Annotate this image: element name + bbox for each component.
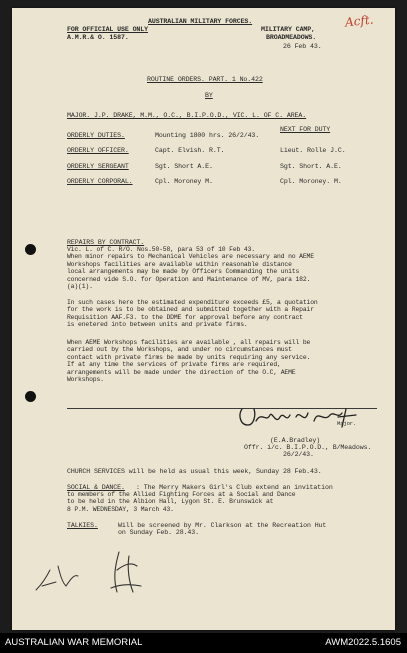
text-line: to be held in the Albion Hall, Lygon St. E. Brunswick at [67, 498, 274, 506]
text-line: Workshops. [67, 376, 104, 384]
repairs-paragraph-1 [67, 246, 314, 290]
text-line: 8 P.M. WEDNESDAY, 3 March 43. [67, 505, 174, 513]
talkies-line: on Sunday Feb. 28.43. [118, 529, 199, 536]
punch-hole [25, 391, 36, 402]
next-for-duty-label: NEXT FOR DUTY [280, 126, 331, 133]
text-line: When minor repairs to Mechanical Vehicles are necessary and no AEME [67, 253, 314, 261]
text-line: If at any time the services of private firms are required, [67, 361, 281, 369]
signatory-role: Offr. i/c. B.I.P.O.D., B/Meadows. [244, 444, 372, 451]
red-handwritten-stamp: Acft. [343, 12, 374, 30]
signature-date: 26/2/43. [283, 451, 314, 458]
repairs-paragraph-2 [67, 299, 318, 329]
document-date: 26 Feb 43. [283, 43, 322, 50]
duty-label-corporal: ORDERLY CORPORAL. [67, 178, 133, 185]
text-line: to members of the Allied Fighting Forces at a Social and Dance [67, 491, 296, 498]
text-line: Vic. L. of C. R/O. Nos.50-58, para 53 of 10 Feb 43. [67, 246, 255, 253]
text-line: local arrangements may be made by Officers Commanding the units [67, 268, 300, 276]
social-heading: SOCIAL & DANCE. [67, 484, 125, 491]
social-paragraph [67, 491, 295, 513]
church-services-notice: CHURCH SERVICES will be held as usual this week, Sunday 28 Feb.43. [67, 468, 322, 475]
text-line: for the work is to be obtained and submitted together with a Repair [67, 306, 314, 314]
text-line: (a)(1). [67, 283, 93, 291]
signature-rank: Major. [337, 420, 357, 427]
duty-next-corporal: Cpl. Moroney. M. [280, 178, 342, 185]
archive-footer [0, 633, 407, 653]
issuing-officer: MAJOR. J.P. DRAKE, M.M., O.C., B.I.P.O.D., VIC. L. OF C. AREA. [67, 112, 307, 119]
duty-next-sergeant: Sgt. Short. A.E. [280, 163, 342, 170]
routine-orders-title: ROUTINE ORDERS. PART. 1 No.422 [147, 76, 263, 83]
duty-current-sergeant: Sgt. Short A.E. [155, 163, 213, 170]
duty-current-corporal: Cpl. Moroney M. [155, 178, 213, 185]
punch-hole [25, 244, 36, 255]
duty-label-officer: ORDERLY OFFICER. [67, 147, 129, 154]
duty-current-officer: Capt. Elvish. R.T. [155, 147, 225, 154]
text-line: In such cases here the estimated expenditure exceeds £5, a quotation [67, 299, 318, 306]
duty-label-sergeant: ORDERLY SERGEANT [67, 163, 129, 170]
duty-next-officer: Lieut. Rolle J.C. [280, 147, 346, 154]
by-label: BY [205, 92, 213, 99]
text-line: Requisition AAF.F3. to the DDME for approval before any contract [67, 313, 303, 321]
duty-current-duties: Mounting 1800 hrs. 26/2/43. [155, 132, 260, 139]
social-line: : The Merry Makers Girl's Club extend an invitation [136, 484, 333, 491]
text-line: When AEME Workshops facilities are available , all repairs will be [67, 339, 311, 346]
official-use-label: FOR OFFICIAL USE ONLY [67, 26, 148, 33]
document-page [12, 8, 395, 630]
talkies-heading: TALKIES. [67, 522, 98, 529]
talkies-line: Will be screened by Mr. Clarkson at the Recreation Hut [118, 522, 327, 529]
footer-institution: AUSTRALIAN WAR MEMORIAL [5, 637, 143, 648]
place-label: BROADMEADOWS. [266, 34, 317, 41]
handwritten-initials [107, 548, 147, 598]
text-line: contact with private firms be made by units requiring any service. [67, 353, 311, 361]
signatory-name: (E.A.Bradley) [270, 437, 321, 444]
camp-label: MILITARY CAMP, [261, 26, 315, 33]
text-line: Workshops facilities are available within reasonable distance [67, 260, 292, 268]
text-line: carried out by the Workshops, and under no circumstances must [67, 346, 292, 354]
form-reference: A.M.R.& O. 1587. [67, 34, 129, 41]
text-line: is enetered into between units and private firms. [67, 321, 248, 329]
repairs-paragraph-3 [67, 339, 310, 383]
repairs-heading: REPAIRS BY CONTRACT. [67, 239, 145, 246]
duty-label-duties: ORDERLY DUTIES. [67, 132, 125, 139]
force-heading: AUSTRALIAN MILITARY FORCES. [148, 18, 253, 25]
handwritten-initials [32, 556, 82, 596]
handwritten-signature [234, 403, 374, 433]
text-line: arrangements will be made under the direction of the O.C, AEME [67, 368, 296, 376]
text-line: concerned vide S.O. for Operation and Maintenance of MV, para 182. [67, 275, 311, 283]
footer-accession-number: AWM2022.5.1605 [325, 637, 401, 648]
